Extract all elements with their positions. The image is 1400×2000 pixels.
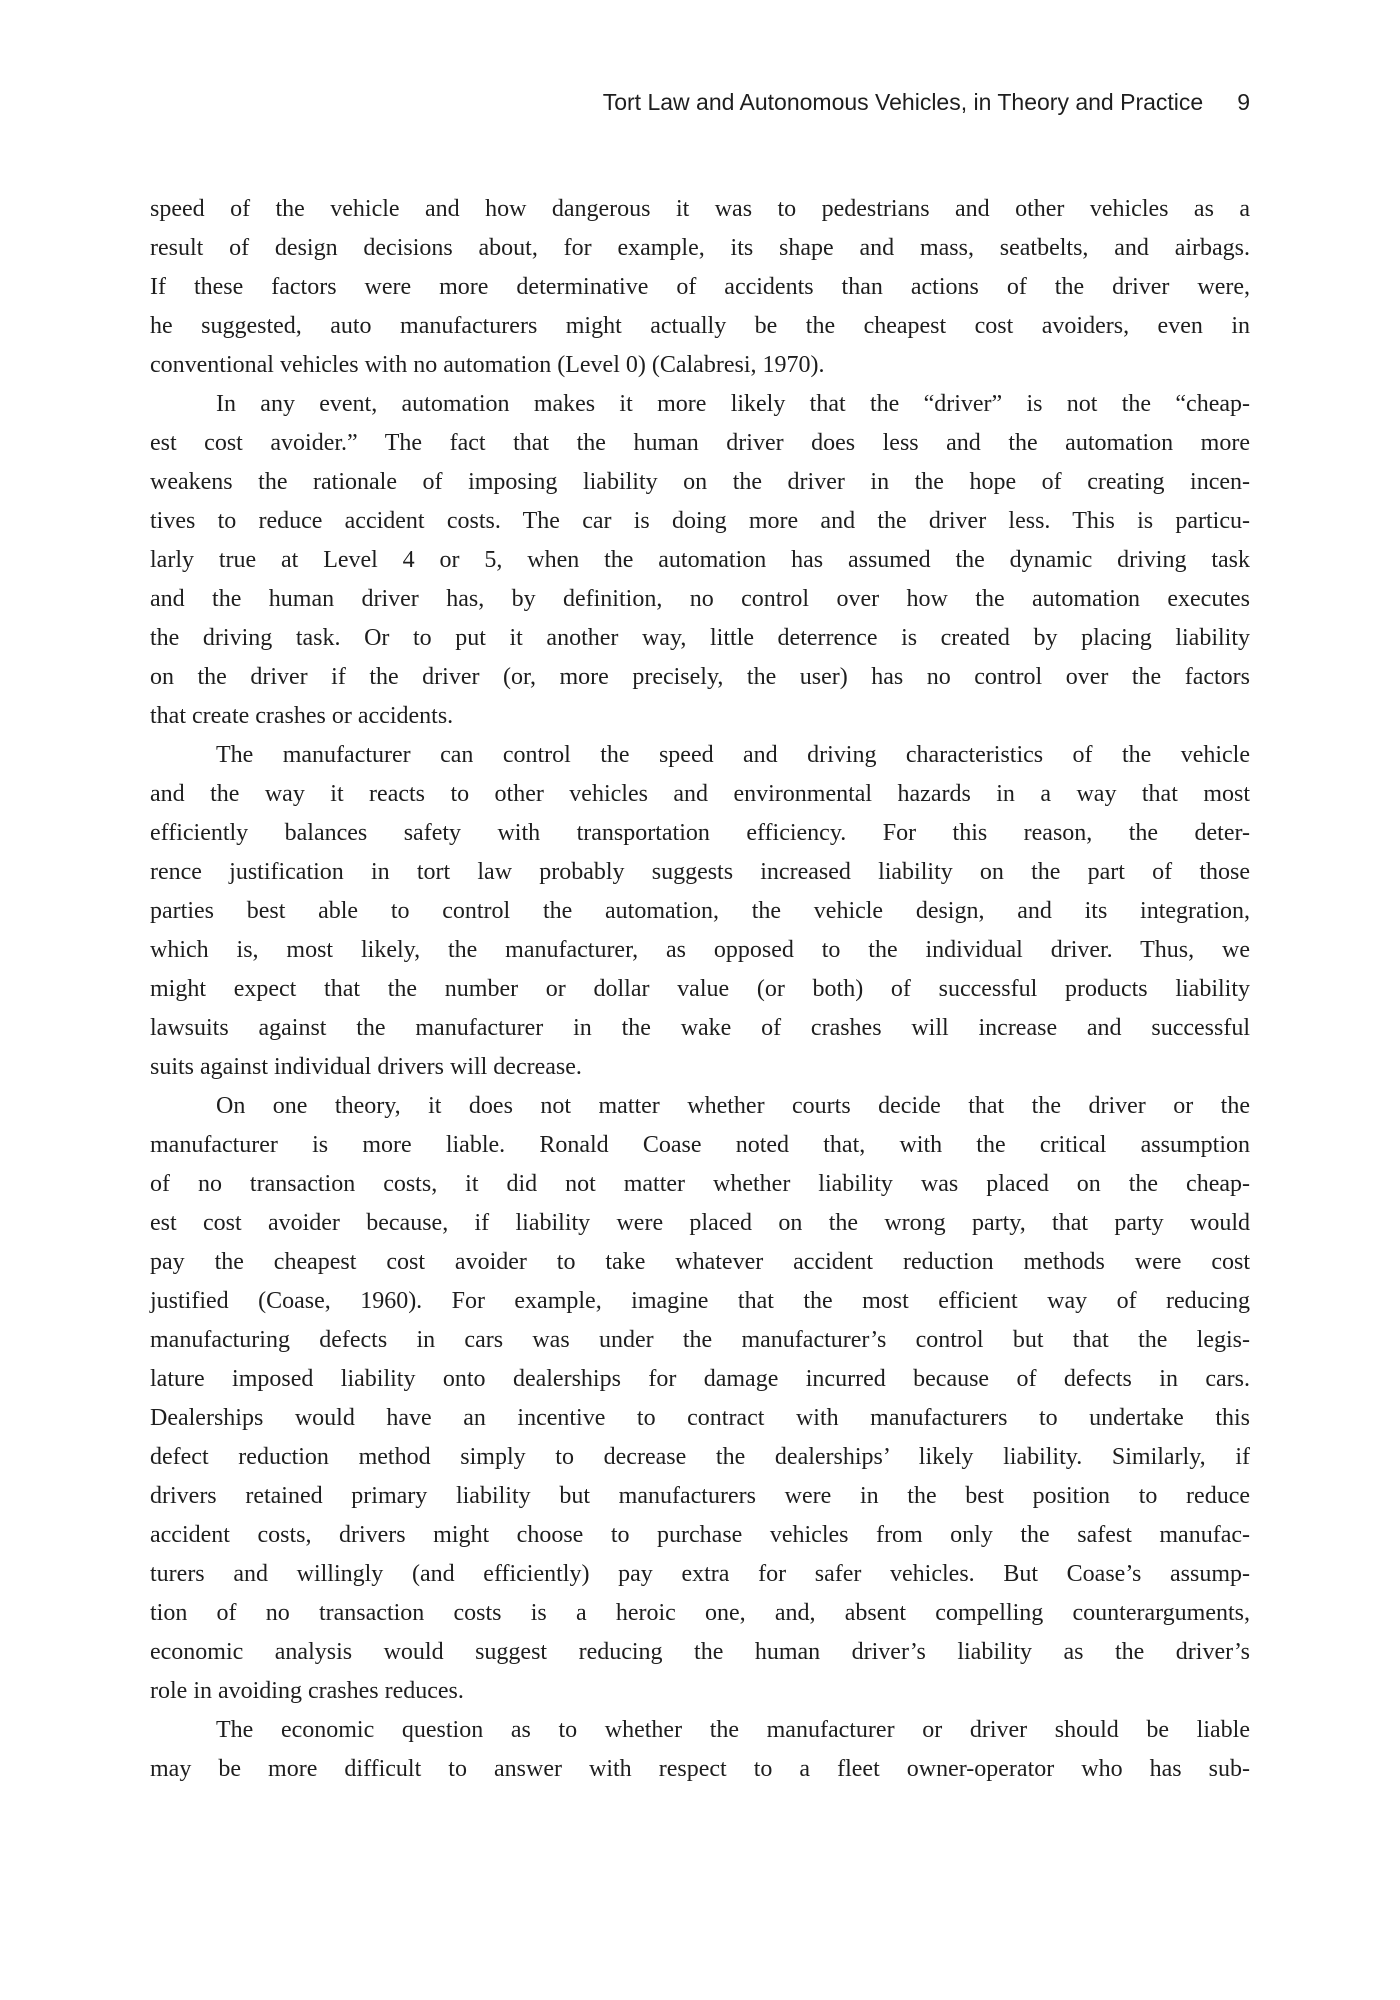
text-line: tion of no transaction costs is a heroic one, and, absent compelling counterarguments, [150, 1600, 1250, 1626]
text-line: rence justification in tort law probably suggests increased liability on the part of those [150, 859, 1250, 885]
text-line: speed of the vehicle and how dangerous it was to pedestrians and other vehicles as a [150, 196, 1250, 222]
text-line: The manufacturer can control the speed and driving characteristics of the vehicle [216, 742, 1250, 768]
text-line: larly true at Level 4 or 5, when the automation has assumed the dynamic driving task [150, 547, 1250, 573]
text-line: On one theory, it does not matter whether courts decide that the driver or the [216, 1093, 1250, 1119]
text-line: est cost avoider.” The fact that the human driver does less and the automation more [150, 430, 1250, 456]
text-line: he suggested, auto manufacturers might actually be the cheapest cost avoiders, even in [150, 313, 1250, 339]
text-line: If these factors were more determinative of accidents than actions of the driver were, [150, 274, 1250, 300]
text-line: turers and willingly (and efficiently) pay extra for safer vehicles. But Coase’s assump- [150, 1561, 1250, 1587]
paragraph [150, 190, 1250, 385]
page-number: 9 [1237, 89, 1250, 115]
text-line: of no transaction costs, it did not matter whether liability was placed on the cheap- [150, 1171, 1250, 1197]
text-line: may be more difficult to answer with respect to a fleet owner-operator who has sub- [150, 1756, 1250, 1782]
page-body [150, 190, 1250, 1789]
running-header [150, 88, 1250, 116]
text-line: conventional vehicles with no automation (Level 0) (Calabresi, 1970). [150, 352, 825, 378]
text-line: that create crashes or accidents. [150, 703, 454, 729]
text-line: on the driver if the driver (or, more precisely, the user) has no control over the factors [150, 664, 1250, 690]
paragraph [150, 1711, 1250, 1789]
text-line: weakens the rationale of imposing liability on the driver in the hope of creating incen- [150, 469, 1250, 495]
text-line: tives to reduce accident costs. The car is doing more and the driver less. This is particu- [150, 508, 1250, 534]
text-line: accident costs, drivers might choose to purchase vehicles from only the safest manufac- [150, 1522, 1250, 1548]
text-line: manufacturer is more liable. Ronald Coase noted that, with the critical assumption [150, 1132, 1250, 1158]
text-line: efficiently balances safety with transportation efficiency. For this reason, the deter- [150, 820, 1250, 846]
text-line: In any event, automation makes it more likely that the “driver” is not the “cheap- [216, 391, 1250, 417]
text-line: The economic question as to whether the manufacturer or driver should be liable [216, 1717, 1250, 1743]
text-line: and the way it reacts to other vehicles and environmental hazards in a way that most [150, 781, 1250, 807]
text-line: which is, most likely, the manufacturer, as opposed to the individual driver. Thus, we [150, 937, 1250, 963]
text-line: drivers retained primary liability but manufacturers were in the best position to reduce [150, 1483, 1250, 1509]
text-line: result of design decisions about, for example, its shape and mass, seatbelts, and airbags. [150, 235, 1250, 261]
text-line: Dealerships would have an incentive to contract with manufacturers to undertake this [150, 1405, 1250, 1431]
text-line: and the human driver has, by definition, no control over how the automation executes [150, 586, 1250, 612]
paragraph [150, 385, 1250, 736]
paragraph [150, 1087, 1250, 1711]
text-line: est cost avoider because, if liability were placed on the wrong party, that party would [150, 1210, 1250, 1236]
text-line: lawsuits against the manufacturer in the wake of crashes will increase and successful [150, 1015, 1250, 1041]
text-line: might expect that the number or dollar value (or both) of successful products liability [150, 976, 1250, 1002]
text-line: justified (Coase, 1960). For example, imagine that the most efficient way of reducing [150, 1288, 1250, 1314]
text-line: parties best able to control the automation, the vehicle design, and its integration, [150, 898, 1250, 924]
text-line: lature imposed liability onto dealerships for damage incurred because of defects in cars. [150, 1366, 1250, 1392]
text-line: suits against individual drivers will decrease. [150, 1054, 582, 1080]
text-line: defect reduction method simply to decrease the dealerships’ likely liability. Similarly, if [150, 1444, 1250, 1470]
running-title: Tort Law and Autonomous Vehicles, in Theory and Practice [602, 89, 1204, 115]
text-line: the driving task. Or to put it another way, little deterrence is created by placing liability [150, 625, 1250, 651]
text-line: pay the cheapest cost avoider to take whatever accident reduction methods were cost [150, 1249, 1250, 1275]
text-line: role in avoiding crashes reduces. [150, 1678, 464, 1704]
paragraph [150, 736, 1250, 1087]
text-line: economic analysis would suggest reducing the human driver’s liability as the driver’s [150, 1639, 1250, 1665]
text-line: manufacturing defects in cars was under the manufacturer’s control but that the legis- [150, 1327, 1250, 1353]
